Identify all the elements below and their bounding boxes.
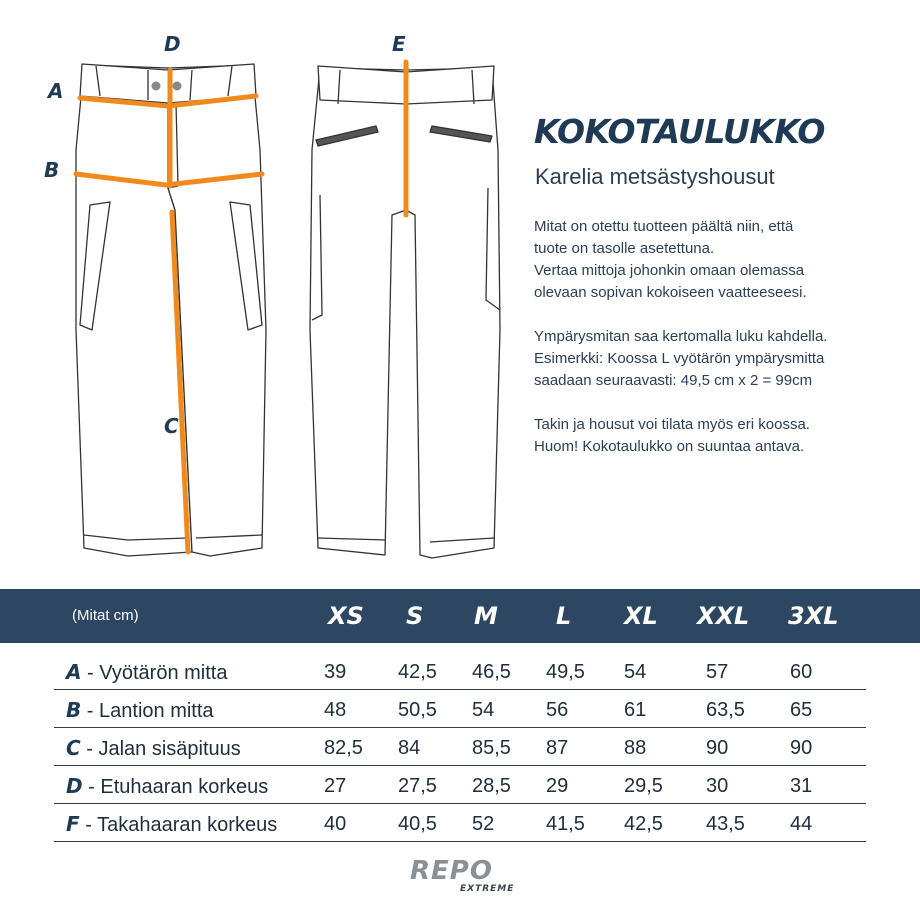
table-row [54, 727, 866, 766]
row-label [66, 698, 214, 723]
note-paragraph: Takin ja housut voi tilata myös eri koossa. Huom! Kokotaulukko on suuntaa antava. [534, 416, 810, 455]
table-cell: 57 [706, 661, 729, 683]
table-cell: 50,5 [398, 699, 437, 721]
table-cell: 49,5 [546, 661, 585, 683]
table-cell: 41,5 [546, 813, 585, 835]
unit-label: (Mitat cm) [72, 607, 139, 624]
table-cell: 40 [324, 813, 347, 835]
page-title: KOKOTAULUKKO [534, 112, 825, 151]
table-cell: 29 [546, 775, 569, 797]
size-header-band [0, 589, 920, 643]
row-name: - Vyötärön mitta [81, 662, 228, 684]
table-cell: 82,5 [324, 737, 363, 759]
table-cell: 40,5 [398, 813, 437, 835]
table-cell: 54 [624, 661, 647, 683]
row-letter: B [66, 698, 82, 722]
table-cell: 27,5 [398, 775, 437, 797]
brand-logo [410, 856, 520, 904]
table-cell: 42,5 [624, 813, 663, 835]
table-cell: 84 [398, 737, 421, 759]
button-icon [173, 82, 182, 91]
row-name: - Takahaaran korkeus [79, 814, 278, 836]
table-cell: 56 [546, 699, 569, 721]
notes-block [534, 216, 914, 480]
table-cell: 54 [472, 699, 495, 721]
table-cell: 87 [546, 737, 569, 759]
table-cell: 61 [624, 699, 647, 721]
row-name: - Etuhaaran korkeus [82, 776, 269, 798]
note-paragraph: Ympärysmitan saa kertomalla luku kahdella. Esimerkki: Koossa L vyötärön ympärysmitta saadaan seuraavasti: 49,5 cm x 2 = 99cm [534, 328, 828, 389]
row-letter: C [66, 736, 81, 760]
row-name: - Lantion mitta [81, 700, 214, 722]
row-label [66, 660, 227, 685]
pants-illustration [0, 0, 520, 580]
table-cell: 48 [324, 699, 347, 721]
table-cell: 46,5 [472, 661, 511, 683]
size-header-m: M [474, 602, 498, 630]
row-letter: F [66, 812, 80, 836]
table-cell: 43,5 [706, 813, 745, 835]
table-cell: 88 [624, 737, 647, 759]
row-label [66, 812, 277, 837]
table-row [54, 803, 866, 842]
row-label [66, 774, 268, 799]
logo-brand: REPO [410, 856, 493, 886]
table-cell: 39 [324, 661, 347, 683]
table-cell: 52 [472, 813, 495, 835]
measure-label-b: B [44, 158, 60, 182]
pants-diagram [0, 0, 520, 580]
page-subtitle: Karelia metsästyshousut [535, 164, 775, 189]
measure-label-d: D [164, 32, 181, 56]
table-cell: 30 [706, 775, 729, 797]
size-header-xl: XL [624, 602, 658, 630]
table-row [54, 651, 866, 690]
measure-label-c: C [164, 414, 179, 438]
measure-label-e: E [392, 32, 406, 56]
table-cell: 90 [790, 737, 813, 759]
table-cell: 85,5 [472, 737, 511, 759]
logo-tagline: EXTREME [460, 884, 515, 894]
row-letter: A [66, 660, 82, 684]
row-letter: D [66, 774, 83, 798]
table-cell: 44 [790, 813, 813, 835]
table-cell: 28,5 [472, 775, 511, 797]
table-cell: 42,5 [398, 661, 437, 683]
table-cell: 31 [790, 775, 813, 797]
button-icon [152, 82, 161, 91]
size-header-xxl: XXL [697, 602, 750, 630]
size-header-s: S [406, 602, 424, 630]
measure-label-a: A [48, 79, 64, 103]
size-header-3xl: 3XL [788, 602, 839, 630]
table-cell: 90 [706, 737, 729, 759]
table-cell: 27 [324, 775, 347, 797]
table-cell: 29,5 [624, 775, 663, 797]
table-row [54, 765, 866, 804]
note-paragraph: Mitat on otettu tuotteen päältä niin, että tuote on tasolle asetettuna. Vertaa mittoja johonkin omaan olemassa olevaan sopivan kokoiseen vaatteeseesi. [534, 218, 807, 301]
size-header-xs: XS [328, 602, 364, 630]
table-cell: 65 [790, 699, 813, 721]
table-cell: 60 [790, 661, 813, 683]
row-name: - Jalan sisäpituus [80, 738, 241, 760]
table-row [54, 689, 866, 728]
table-cell: 63,5 [706, 699, 745, 721]
row-label [66, 736, 241, 761]
size-header-l: L [556, 602, 572, 630]
